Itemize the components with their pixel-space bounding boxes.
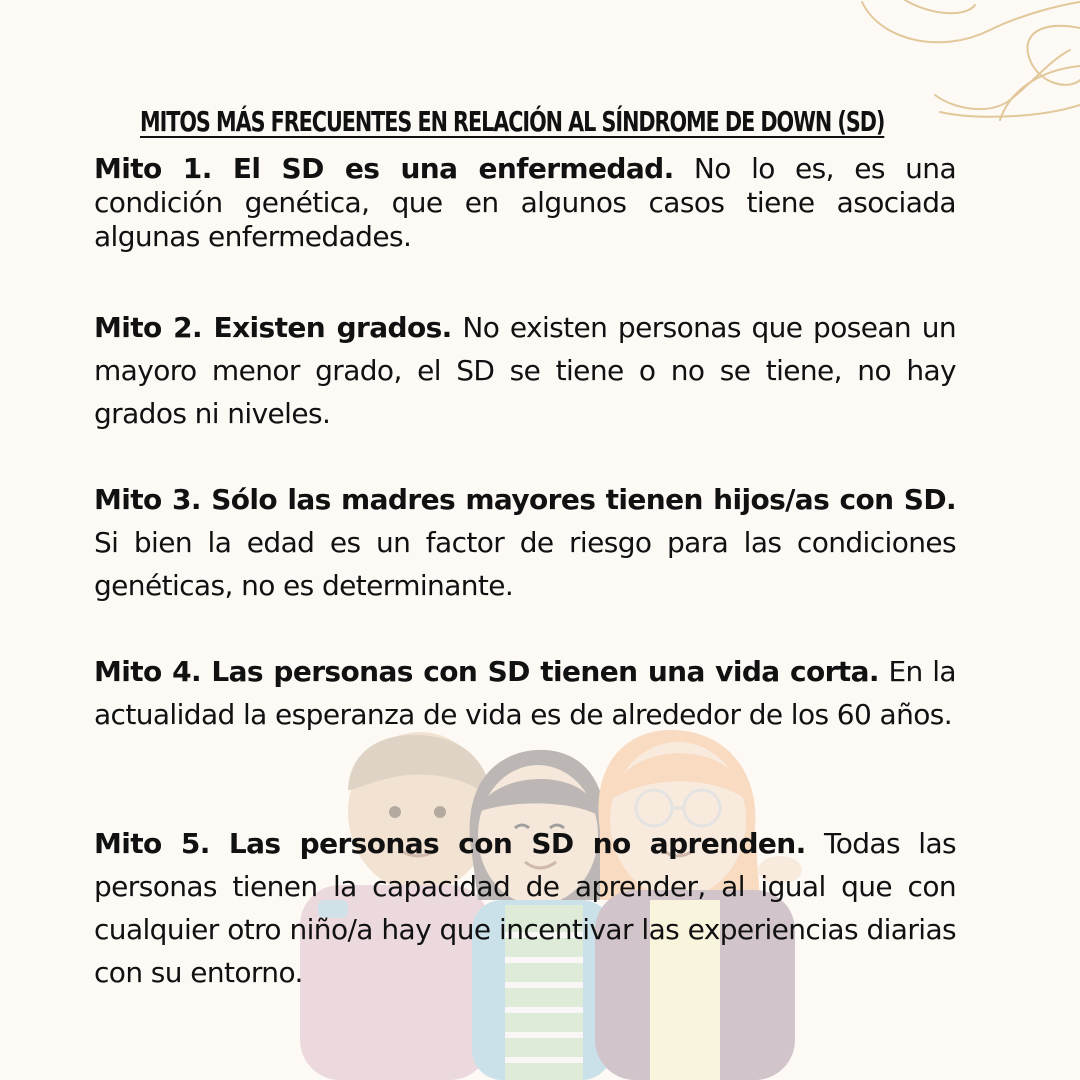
myth-heading: Mito 4. Las personas con SD tienen una vida corta. [94, 655, 879, 688]
myth-explanation: Si bien la edad es un factor de riesgo para las condiciones genéticas, no es determinante. [94, 526, 956, 602]
myth-heading: Mito 5. Las personas con SD no aprenden. [94, 827, 806, 860]
myth-paragraph [94, 478, 956, 607]
myth-explanation: No lo es, es una condición genética, que en algunos casos tiene asociada algunas enfermedades. [94, 152, 957, 253]
myth-paragraph [94, 650, 956, 736]
myth-paragraph [94, 152, 956, 254]
myth-explanation: Todas las personas tienen la capacidad de aprender, al igual que con cualquier otro niño/a hay que incentivar las experiencias diarias con su entorno. [94, 827, 957, 989]
page-title: MITOS MÁS FRECUENTES EN RELACIÓN AL SÍNDROME DE DOWN (SD) [140, 104, 885, 138]
myth-paragraph [94, 306, 956, 435]
myth-explanation: No existen personas que posean un mayoro menor grado, el SD se tiene o no se tiene, no hay grados ni niveles. [94, 311, 956, 430]
myth-explanation: En la actualidad la esperanza de vida es de alrededor de los 60 años. [94, 655, 956, 731]
myth-heading: Mito 3. Sólo las madres mayores tienen hijos/as con SD. [94, 483, 956, 516]
myth-heading: Mito 2. Existen grados. [94, 311, 452, 344]
myth-heading: Mito 1. El SD es una enfermedad. [94, 152, 674, 185]
myth-paragraph [94, 822, 956, 994]
